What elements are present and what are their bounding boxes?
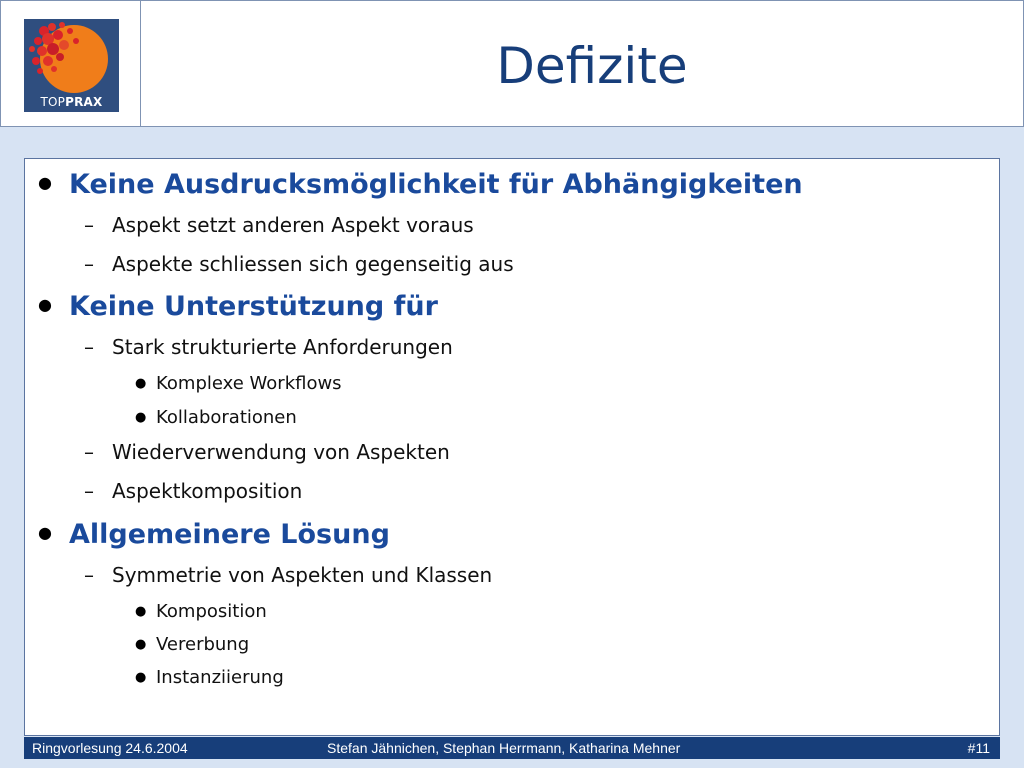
logo-text <box>24 92 119 112</box>
list-subsubitem: Komposition <box>156 601 267 622</box>
slide-footer <box>24 737 1000 759</box>
list-subitem: Aspektkomposition <box>112 479 303 503</box>
slide-number: #11 <box>967 740 990 756</box>
bullet-icon: ● <box>38 173 52 192</box>
logo-graphic-icon <box>24 19 119 94</box>
slide-header <box>0 0 1024 127</box>
list-item-heading: Keine Ausdrucksmöglichkeit für Abhängigkeiten <box>69 169 803 200</box>
list-subsubitem: Kollaborationen <box>156 407 297 428</box>
list-subsubitem: Vererbung <box>156 634 250 655</box>
dash-icon: – <box>84 252 94 276</box>
list-subitem: Symmetrie von Aspekten und Klassen <box>112 563 493 587</box>
bullet-icon: ● <box>135 604 147 619</box>
page-title: Defizite <box>496 37 688 95</box>
logo-area <box>1 1 141 126</box>
footer-authors: Stefan Jähnichen, Stephan Herrmann, Katharina Mehner <box>327 740 681 756</box>
bullet-icon: ● <box>38 295 52 314</box>
dash-icon: – <box>84 213 94 237</box>
footer-event: Ringvorlesung 24.6.2004 <box>32 740 188 756</box>
topprax-logo <box>24 19 119 112</box>
slide-content <box>24 158 1000 736</box>
list-subitem: Wiederverwendung von Aspekten <box>112 440 450 464</box>
dash-icon: – <box>84 563 94 587</box>
list-subsubitem: Komplexe Workflows <box>156 373 342 394</box>
list-subsubitem: Instanziierung <box>156 667 284 688</box>
dash-icon: – <box>84 479 94 503</box>
dash-icon: – <box>84 335 94 359</box>
list-item-heading: Allgemeinere Lösung <box>69 519 390 550</box>
bullet-icon: ● <box>135 670 147 685</box>
list-subitem: Stark strukturierte Anforderungen <box>112 335 453 359</box>
logo-text-light: TOP <box>40 95 66 109</box>
bullet-icon: ● <box>135 637 147 652</box>
logo-text-bold: PRAX <box>65 95 103 109</box>
bullet-icon: ● <box>135 376 147 391</box>
list-item-heading: Keine Unterstützung für <box>69 291 438 322</box>
list-subitem: Aspekte schliessen sich gegenseitig aus <box>112 252 514 276</box>
bullet-icon: ● <box>38 523 52 542</box>
list-subitem: Aspekt setzt anderen Aspekt voraus <box>112 213 474 237</box>
bullet-icon: ● <box>135 410 147 425</box>
dash-icon: – <box>84 440 94 464</box>
